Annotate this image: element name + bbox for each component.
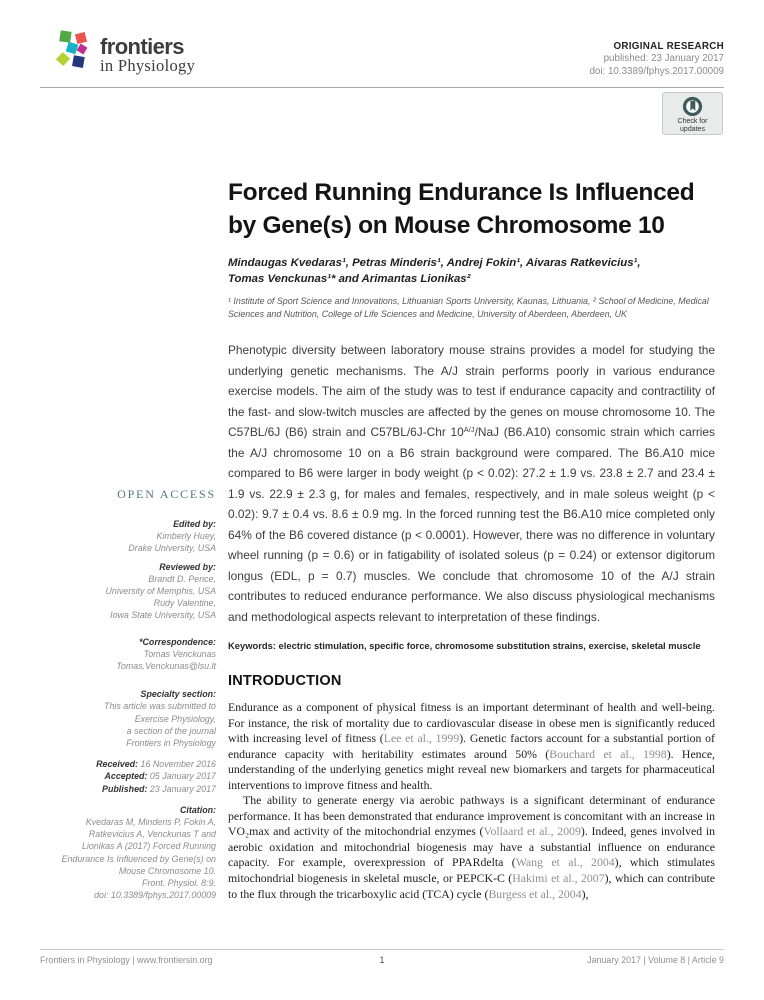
- text-segment: ). Indeed, genes involved in aerobic oxidation and mitochondrial biogenesis may have a substantial influence on endurance capacity. For example, overexpression of PPARdelta (: [228, 824, 715, 870]
- published-label: Published:: [102, 783, 148, 794]
- footer-issue-info: January 2017 | Volume 8 | Article 9: [587, 955, 724, 965]
- accepted-line: [40, 770, 216, 782]
- citation-link[interactable]: Hakimi et al., 2007: [512, 871, 605, 886]
- dates-block: [40, 758, 216, 795]
- accepted-date: 05 January 2017: [147, 771, 216, 782]
- text-segment: ). Hence, understanding of the underlying genetics might reveal new biomarkers and targets for pharmaceutical interventions to improve fitness and health.: [228, 746, 715, 792]
- correspondence-label: *Correspondence:: [139, 636, 216, 647]
- bookmark-circle-icon: [682, 96, 703, 117]
- citation-line: Lionikas A (2017) Forced Running: [81, 841, 216, 852]
- check-updates-line2: updates: [680, 125, 705, 133]
- reviewed-by-label: Reviewed by:: [159, 561, 216, 572]
- citation-line: doi: 10.3389/fphys.2017.00009: [94, 890, 216, 901]
- text-segment: ). Genetic factors account for a substantial portion of endurance capacity with heritability estimates around 50% (: [228, 731, 715, 761]
- specialty-section-block: [40, 688, 216, 749]
- text-segment: ), which stimulates mitochondrial biogenesis in skeletal muscle, or PEPCK-C (: [228, 855, 716, 886]
- logo-journal-name: in Physiology: [100, 56, 196, 75]
- check-updates-line1: Check for: [677, 118, 708, 125]
- sidebar: [40, 487, 216, 901]
- check-updates-text: [678, 118, 708, 133]
- correspondence-name: Tomas Venckunas: [143, 648, 216, 659]
- editor-name: Kimberly Huey,: [156, 531, 216, 542]
- reviewer-affiliation: University of Memphis, USA: [105, 586, 216, 597]
- citation-label: Citation:: [180, 804, 216, 815]
- correspondence-email-link[interactable]: Tomas.Venckunas@lsu.lt: [116, 661, 216, 672]
- text-segment: /NaJ (B6.A10) consomic strain which carries the A/J chromosome 10 on a B6 strain background were compared. The B6.A10 mice compared to B6 were larger in body weight (p < 0.02): 27.2 ± 1.9 vs. 23.8 ± 2.7 and 23.4 ± 1.9 vs. 22.9 ± 2.3 g, for males and females, respectively, and in male soleus weight (p < 0.02): 9.7 ± 0.4 vs. 8.6 ± 0.9 mg. In the forced running test the B6.A10 mice completed only 64% of the B6 covered distance (p < 0.0001). However, there was no difference in voluntary wheel running (p = 0.6) or in fatigability of isolated soleus (p = 0.24) or extensor digitorum longus (EDL, p = 0.7) muscles. We conclude that chromosome 10 of the A/J strain contributes to reduced endurance performance. We also discuss physiological mechanisms and methodological aspects relevant to interpretation of these findings.: [228, 425, 715, 624]
- superscript: A/J: [463, 425, 475, 434]
- citation-link[interactable]: Burgess et al., 2004: [488, 886, 582, 901]
- text-segment: Endurance as a component of physical fitness is an important determinant of health and well-being. For instance, the risk of mortality due to cardiovascular disease in obese men is significantly reduced with increasing level of fitness (: [228, 700, 715, 746]
- introduction-paragraph: [228, 700, 715, 793]
- specialty-line: Frontiers in Physiology: [126, 738, 216, 749]
- citation-line: Endurance Is Influenced by Gene(s) on: [61, 853, 216, 864]
- check-for-updates-badge[interactable]: [662, 92, 723, 135]
- specialty-line: This article was submitted to: [104, 701, 216, 712]
- published-date: 23 January 2017: [147, 783, 216, 794]
- frontiers-cubes-icon: [55, 30, 93, 73]
- text-segment: ), which can contribute to the flux through the tricarboxylic acid (TCA) cycle (: [228, 871, 715, 901]
- header-meta-block: [589, 41, 724, 78]
- reviewed-by-block: [40, 561, 216, 622]
- specialty-line: Exercise Physiology,: [134, 713, 216, 724]
- main-column: [228, 176, 715, 902]
- text-segment: Phenotypic diversity between laboratory mouse strains provides a model for studying the underlying genetic mechanisms. The A/J strain performs poorly in various endurance exercise models. The aim of the study was to test if endurance capacity and contractility of the fast- and slow-twitch muscles are affected by the genes on mouse chromosome 10. The C57BL/6J (B6) strain and C57BL/6J-Chr 10: [228, 343, 715, 439]
- logo-brand-name: frontiers: [100, 34, 184, 59]
- footer-journal-url: Frontiers in Physiology | www.frontiersin.org: [40, 955, 213, 965]
- authors-line: Mindaugas Kvedaras¹, Petras Minderis¹, Andrej Fokin¹, Aivaras Ratkevicius¹,: [228, 257, 641, 269]
- correspondence-block: [40, 636, 216, 673]
- introduction-body: [228, 700, 715, 902]
- edited-by-label: Edited by:: [173, 519, 216, 529]
- citation-line: Kvedaras M, Minderis P, Fokin A,: [85, 817, 216, 828]
- citation-line: Front. Physiol. 8:9.: [142, 878, 216, 889]
- reviewer-affiliation: Iowa State University, USA: [110, 610, 216, 621]
- footer-divider: [40, 949, 724, 950]
- published-date-line: published: 23 January 2017: [603, 53, 724, 64]
- reviewer-name: Rudy Valentine,: [153, 598, 216, 609]
- citation-line: Mouse Chromosome 10.: [118, 865, 216, 876]
- accepted-label: Accepted:: [104, 771, 148, 782]
- reviewer-name: Brandt D. Pence,: [148, 573, 216, 584]
- page-number: 1: [379, 955, 385, 965]
- editor-affiliation: Drake University, USA: [128, 543, 216, 554]
- citation-link[interactable]: Wang et al., 2004: [515, 855, 615, 870]
- received-date: 16 November 2016: [138, 759, 216, 770]
- article-type-label: ORIGINAL RESEARCH: [613, 41, 724, 52]
- edited-by-block: [40, 518, 216, 555]
- authors: [228, 256, 715, 287]
- citation-link[interactable]: Lee et al., 1999: [383, 731, 460, 746]
- keywords: Keywords: electric stimulation, specific force, chromosome substitution strains, exercise, skeletal muscle: [228, 640, 701, 651]
- citation-line: Ratkevicius A, Venckunas T and: [88, 829, 216, 840]
- journal-logo-text: [100, 30, 195, 76]
- journal-logo: [55, 30, 195, 76]
- specialty-section-label: Specialty section:: [140, 689, 216, 700]
- open-access-label: OPEN ACCESS: [117, 487, 216, 501]
- header-divider: [40, 87, 724, 88]
- authors-line: Tomas Venckunas¹* and Arimantas Lionikas²: [228, 272, 471, 285]
- affiliations: ¹ Institute of Sport Science and Innovations, Lithuanian Sports University, Kaunas, Lithuania, ² School of Medicine, Medical Sciences and Nutrition, College of Life Sciences and Medicine, University of Aberdeen, Aberdeen, UK: [228, 296, 709, 319]
- introduction-heading: INTRODUCTION: [228, 673, 342, 689]
- text-segment: ),: [581, 886, 589, 901]
- doi-line[interactable]: doi: 10.3389/fphys.2017.00009: [589, 65, 724, 77]
- published-line: [40, 783, 216, 795]
- received-label: Received:: [96, 759, 139, 770]
- received-line: [40, 758, 216, 770]
- paper-title: Forced Running Endurance Is Influenced by Gene(s) on Mouse Chromosome 10: [228, 179, 695, 239]
- citation-link[interactable]: Vollaard et al., 2009: [483, 824, 581, 839]
- introduction-paragraph: [228, 793, 715, 902]
- citation-link[interactable]: Bouchard et al., 1998: [549, 746, 667, 761]
- footer: [40, 955, 724, 965]
- citation-block: [40, 804, 216, 902]
- specialty-line: a section of the journal: [126, 725, 216, 736]
- text-segment: The ability to generate energy via aerobic pathways is a significant determinant of endurance performance. It has been demonstrated that endurance improvement is concomitant with an increase in VO₂max and activity of the mitochondrial enzymes (: [228, 793, 715, 839]
- abstract: [228, 340, 715, 627]
